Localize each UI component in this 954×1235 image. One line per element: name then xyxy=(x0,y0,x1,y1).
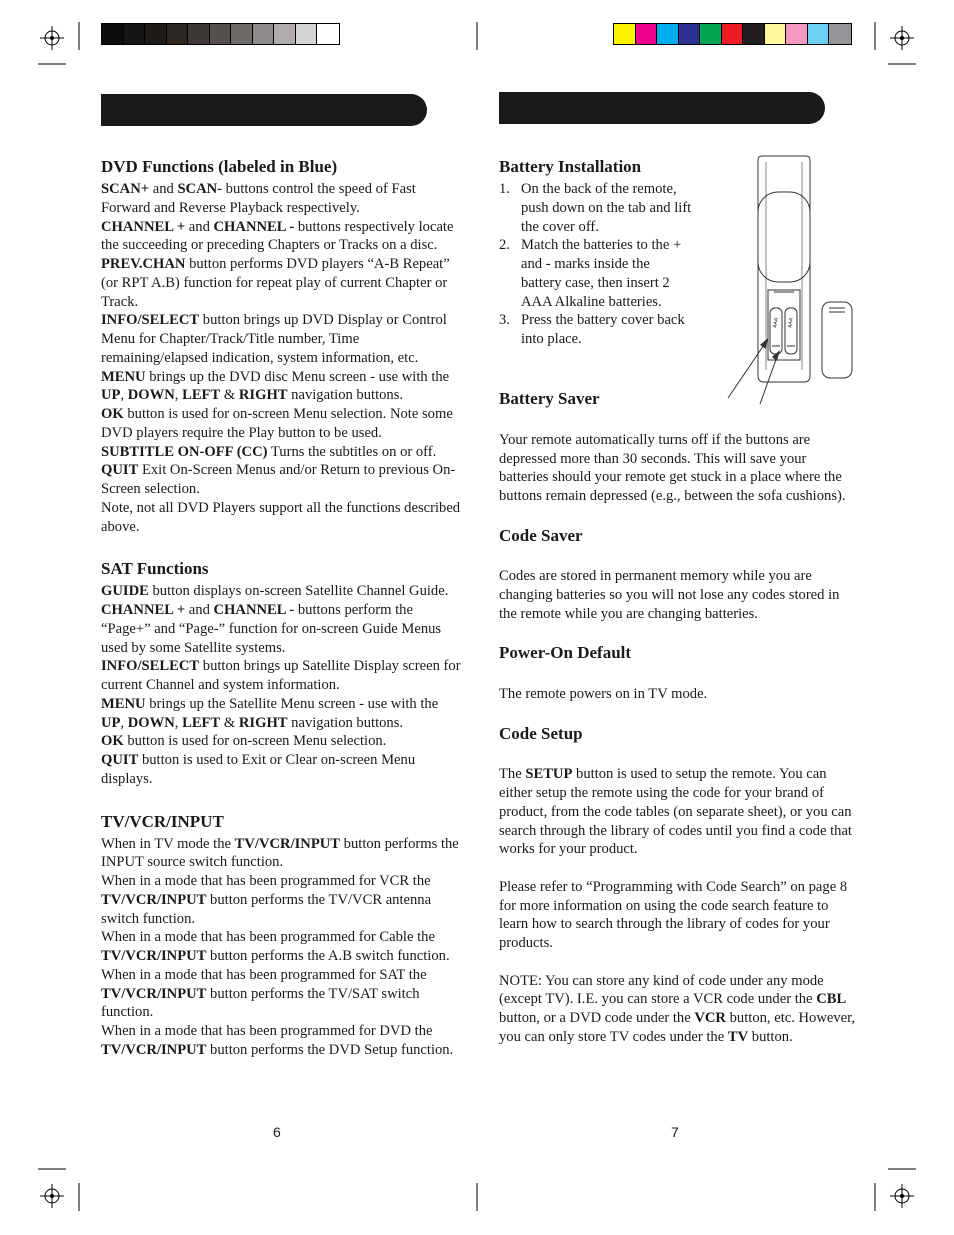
color-swatch xyxy=(829,24,851,44)
color-swatch xyxy=(743,24,765,44)
dvd-info-paragraph: INFO/SELECT button brings up DVD Display or Control Menu for Chapter/Track/Title number, Time remaining/elapsed indication, system information, etc. xyxy=(101,312,447,366)
color-swatch xyxy=(636,24,658,44)
tv-vcr-input-cable-paragraph: When in a mode that has been programmed for Cable the TV/VCR/INPUT button performs the A.B switch function. xyxy=(101,929,450,964)
dvd-subtitle-paragraph: SUBTITLE ON-OFF (CC) Turns the subtitles on or off. xyxy=(101,443,437,460)
sat-channel-paragraph: CHANNEL + and CHANNEL - buttons perform the “Page+” and “Page-” function for on-screen Guide Menus used by some Satellite systems. xyxy=(101,602,442,656)
tv-vcr-input-sat-paragraph: When in a mode that has been programmed for SAT the TV/VCR/INPUT button performs the TV/SAT switch function. xyxy=(101,966,427,1021)
color-swatch xyxy=(765,24,787,44)
dvd-scan-paragraph: SCAN+ and SCAN- buttons control the speed of Fast Forward and Reverse Playback respectively. xyxy=(101,181,416,216)
color-swatch xyxy=(722,24,744,44)
right-header-bar xyxy=(499,92,825,124)
battery-installation-section xyxy=(499,156,694,349)
color-swatch xyxy=(274,24,296,44)
sat-guide-paragraph: GUIDE button displays on-screen Satellite Channel Guide. xyxy=(101,583,449,600)
color-swatch xyxy=(253,24,275,44)
battery-saver-heading: Battery Saver xyxy=(499,389,600,408)
code-setup-paragraph-1: The SETUP button is used to setup the remote. You can either setup the remote using the code for your brand of product, from the code tables (on separate sheet), or you can search through the library of codes until you find a code that works for your product. xyxy=(499,766,852,858)
code-saver-heading: Code Saver xyxy=(499,525,583,545)
dvd-channel-paragraph: CHANNEL + and CHANNEL - buttons respectively locate the succeeding or preceding Chapters or Tracks on a disc. xyxy=(101,218,454,254)
sat-quit-paragraph: QUIT button is used to Exit or Clear on-screen Menu displays. xyxy=(101,752,416,787)
color-swatch xyxy=(102,24,124,44)
battery-label: AAA xyxy=(772,317,780,329)
page-number-right: 7 xyxy=(671,1124,679,1140)
tv-vcr-input-heading: TV/VCR/INPUT xyxy=(101,811,224,831)
color-swatch xyxy=(614,24,636,44)
code-setup-paragraph-2: Please refer to “Programming with Code Search” on page 8 for more information on using the code search feature to learn how to search through the library of codes for your products. xyxy=(499,878,848,951)
sat-functions-heading: SAT Functions xyxy=(101,559,209,579)
battery-step: 3. Press the battery cover back into place. xyxy=(499,312,685,347)
power-on-default-text: The remote powers on in TV mode. xyxy=(499,686,708,702)
grayscale-color-bar xyxy=(101,23,340,45)
left-column xyxy=(101,156,461,1060)
battery-label: AAA xyxy=(787,317,795,329)
dvd-quit-paragraph: QUIT Exit On-Screen Menus and/or Return to previous On-Screen selection. xyxy=(101,462,456,497)
color-swatch xyxy=(657,24,679,44)
sat-menu-paragraph: MENU brings up the Satellite Menu screen - use with the UP, DOWN, LEFT & RIGHT navigation buttons. xyxy=(101,695,439,731)
remote-battery-illustration xyxy=(722,150,862,410)
code-saver-text: Codes are stored in permanent memory while you are changing batteries so you will not lose any codes stored in the remote while you are changing batteries. xyxy=(499,568,840,622)
code-setup-heading: Code Setup xyxy=(499,723,583,743)
color-swatch xyxy=(786,24,808,44)
color-swatch xyxy=(296,24,318,44)
page-number-left: 6 xyxy=(273,1124,281,1140)
dvd-ok-paragraph: OK button is used for on-screen Menu selection. Note some DVD players require the Play button to be used. xyxy=(101,406,453,441)
code-setup-note: NOTE: You can store any kind of code under any mode (except TV). I.E. you can store a VCR code under the CBL button, or a DVD code under the VCR button, etc. However, you can only store TV codes under the TV button. xyxy=(499,972,856,1045)
color-swatch xyxy=(145,24,167,44)
color-swatch xyxy=(700,24,722,44)
battery-step: 1. On the back of the remote, push down on the tab and lift the cover off. xyxy=(499,181,692,235)
dvd-prevchan-paragraph: PREV.CHAN button performs DVD players “A-B Repeat” (or RPT A.B) function for repeat play of current Chapter or Track. xyxy=(101,256,450,310)
color-swatch xyxy=(231,24,253,44)
sat-info-paragraph: INFO/SELECT button brings up Satellite Display screen for current Channel and system information. xyxy=(101,658,461,693)
tv-vcr-input-tv-paragraph: When in TV mode the TV/VCR/INPUT button performs the INPUT source switch function. xyxy=(101,835,459,871)
dvd-menu-paragraph: MENU brings up the DVD disc Menu screen - use with the UP, DOWN, LEFT & RIGHT navigation buttons. xyxy=(101,368,450,404)
sat-ok-paragraph: OK button is used for on-screen Menu selection. xyxy=(101,733,387,750)
dvd-functions-heading: DVD Functions (labeled in Blue) xyxy=(101,157,338,176)
tv-vcr-input-vcr-paragraph: When in a mode that has been programmed for VCR the TV/VCR/INPUT button performs the TV/VCR antenna switch function. xyxy=(101,873,432,927)
color-swatch xyxy=(167,24,189,44)
color-swatch xyxy=(679,24,701,44)
color-swatch xyxy=(317,24,339,44)
tv-vcr-input-dvd-paragraph: When in a mode that has been programmed for DVD the TV/VCR/INPUT button performs the DVD Setup function. xyxy=(101,1023,454,1058)
color-swatch xyxy=(808,24,830,44)
right-column xyxy=(499,388,859,1047)
dvd-note-paragraph: Note, not all DVD Players support all the functions described above. xyxy=(101,499,461,535)
power-on-default-heading: Power-On Default xyxy=(499,643,632,663)
left-header-bar xyxy=(101,94,427,126)
color-swatch xyxy=(124,24,146,44)
color-swatch xyxy=(188,24,210,44)
battery-step: 2. Match the batteries to the + and - marks inside the battery case, then insert 2 AAA Alkaline batteries. xyxy=(499,237,682,310)
battery-installation-heading: Battery Installation xyxy=(499,157,642,176)
cmyk-color-bar xyxy=(613,23,852,45)
battery-saver-text: Your remote automatically turns off if the buttons are depressed more than 30 seconds. This will save your batteries should your remote get stuck in a place where the buttons remain depressed (e.g., between the sofa cushions). xyxy=(499,431,846,504)
battery-steps-list xyxy=(499,180,694,349)
color-swatch xyxy=(210,24,232,44)
